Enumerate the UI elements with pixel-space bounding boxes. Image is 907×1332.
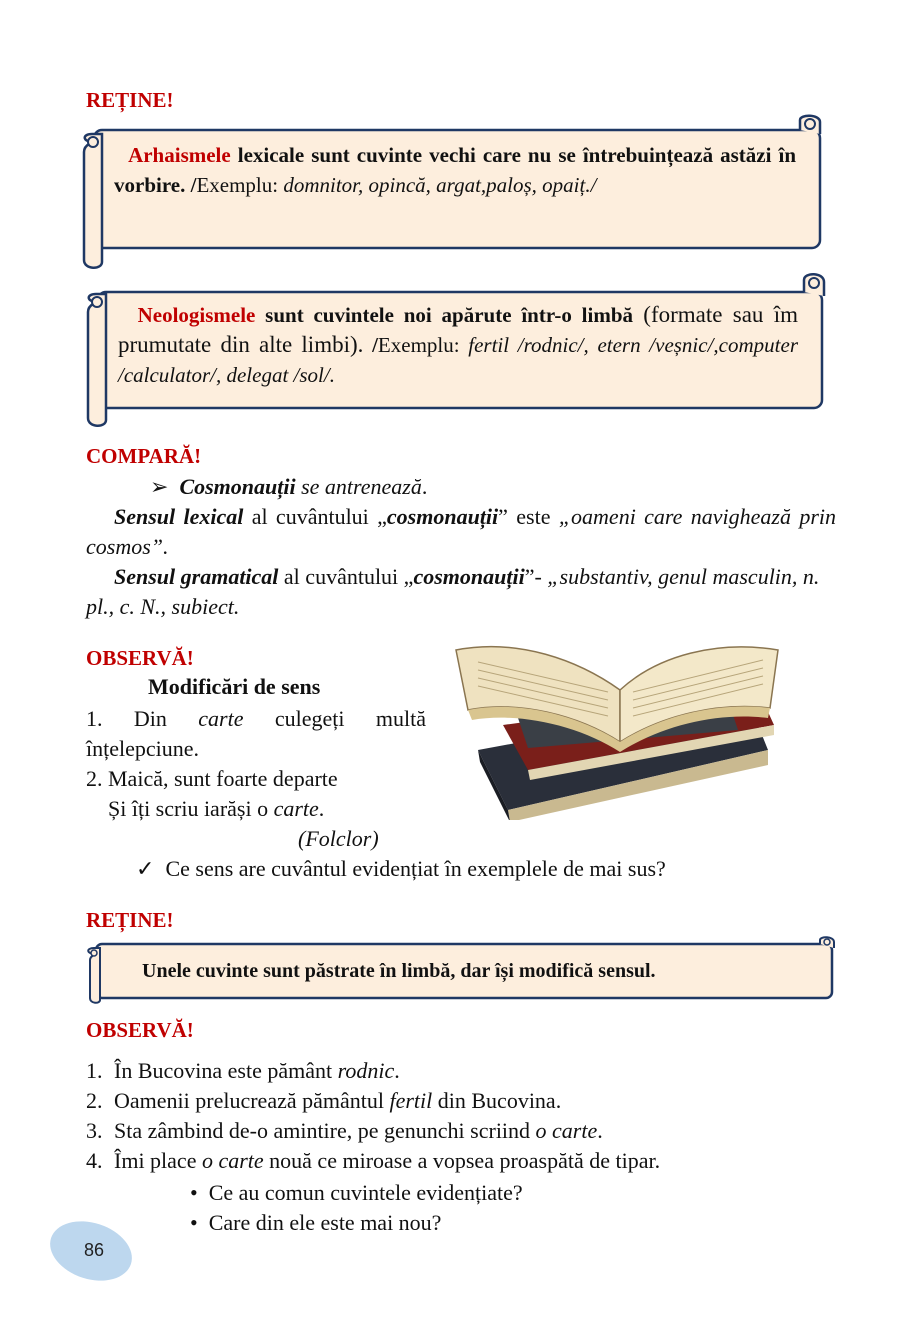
page-number: 86 [84, 1240, 105, 1260]
item-end: nouă ce miroase a vopsea proaspătă de tipar. [263, 1148, 661, 1173]
example-line-1 [86, 704, 426, 764]
example-line-2: 2. Maică, sunt foarte departe [86, 766, 338, 791]
checkmark-icon: ✓ [136, 856, 155, 881]
list-item [86, 1056, 846, 1086]
item-text: Oamenii prelucrează pământul [114, 1088, 390, 1113]
list-item [86, 1086, 846, 1116]
highlight-word: carte [273, 796, 319, 821]
grammatical-connector: al cuvântului „ [278, 564, 414, 589]
lexical-connector-2: ” este [498, 504, 559, 529]
neologisms-note: (formate sau îm prumutate din alte limbi). [118, 302, 798, 357]
grammatical-meaning-paragraph [86, 562, 836, 622]
page-number-badge [46, 1220, 136, 1282]
section-heading-retine-2: REȚINE! [86, 908, 174, 932]
example-list [86, 1056, 846, 1176]
item-text: În Bucovina este pământ [114, 1058, 338, 1083]
section-heading-retine: REȚINE! [86, 88, 174, 112]
lexical-word: cosmonauții [386, 504, 499, 529]
list-number: 3. [86, 1118, 103, 1143]
question-text: Ce au comun cuvintele evidențiate? [208, 1180, 523, 1205]
question-item [190, 1178, 523, 1208]
highlight-word: rodnic [337, 1058, 395, 1083]
definition-scroll-archaisms [80, 112, 824, 272]
compare-word: Cosmonauții [179, 474, 296, 499]
line1-start: 1. Din [86, 706, 199, 731]
item-end: . [597, 1118, 603, 1143]
question-text: Care din ele este mai nou? [208, 1210, 442, 1235]
question-line [136, 854, 666, 884]
example-label: Exemplu: [377, 333, 469, 357]
highlight-word: o carte [535, 1118, 598, 1143]
archaisms-term: Arhaismele [128, 143, 231, 167]
item-end: din Bucovina. [432, 1088, 562, 1113]
neologisms-term: Neologismele [137, 303, 256, 327]
item-text: Îmi place [114, 1148, 202, 1173]
archaisms-definition [114, 140, 796, 200]
lexical-connector: al cuvântului „ [243, 504, 387, 529]
highlight-word: fertil [389, 1088, 433, 1113]
highlight-word: carte [198, 706, 244, 731]
section-heading-observa: OBSERVĂ! [86, 646, 194, 670]
bullet-dot-icon: • [190, 1180, 209, 1205]
example-line-3 [108, 794, 324, 824]
lexical-meaning-paragraph [86, 502, 836, 562]
list-number: 4. [86, 1148, 103, 1173]
lexical-label: Sensul lexical [114, 504, 244, 529]
question-item [190, 1208, 523, 1238]
list-number: 1. [86, 1058, 103, 1083]
rule-scroll [84, 936, 838, 1006]
example-label: Exemplu: [196, 173, 284, 197]
grammatical-connector-2: ”- [524, 564, 548, 589]
question-list [190, 1178, 523, 1238]
item-text: Sta zâmbind de-o amintire, pe genunchi scriind [114, 1118, 536, 1143]
bullet-dot-icon: • [190, 1210, 209, 1235]
grammatical-definition: „substantiv, genul masculin, n. pl., c. N., subiect. [86, 564, 820, 619]
grammatical-word: cosmonauții [413, 564, 525, 589]
lexical-definition: „oameni care navighează prin cosmos”. [86, 504, 836, 559]
line3-end: . [318, 796, 325, 821]
compare-rest: se antrenează [295, 474, 422, 499]
list-number: 2. [86, 1088, 103, 1113]
section-heading-observa-2: OBSERVĂ! [86, 1018, 194, 1042]
arrow-bullet-icon: ➢ [150, 474, 169, 499]
subtitle-meaning-changes: Modificări de sens [148, 674, 321, 699]
section-heading-compara: COMPARĂ! [86, 444, 202, 468]
source-folklore: (Folclor) [298, 826, 379, 851]
compare-example [150, 472, 427, 502]
archaisms-examples: domnitor, opincă, argat,paloș, opaiț. [283, 173, 591, 197]
question-text: Ce sens are cuvântul evidențiat în exemplele de mai sus? [165, 856, 666, 881]
rule-text: Unele cuvinte sunt păstrate în limbă, dar își modifică sensul. [142, 960, 656, 982]
neologisms-definition-text: sunt cuvintele noi apărute într-o limbă [255, 303, 634, 327]
definition-scroll-neologisms [80, 270, 828, 430]
example-slash: / [363, 333, 378, 357]
highlight-word: o carte [201, 1148, 264, 1173]
neologisms-examples: fertil /rodnic/, etern /veșnic/,computer /calculator/, delegat /sol/. [118, 333, 798, 387]
line1-end: culegeți multă înțelepciune. [86, 706, 426, 761]
list-item [86, 1116, 846, 1146]
compare-period: . [421, 474, 428, 499]
grammatical-label: Sensul gramatical [114, 564, 279, 589]
list-item [86, 1146, 846, 1176]
example-close: / [590, 173, 597, 197]
archaisms-definition-text: lexicale sunt cuvinte vechi care nu se întrebuințează astăzi în vorbire. / [114, 143, 796, 197]
line3-start: Și îți scriu iarăși o [108, 796, 274, 821]
neologisms-definition [118, 300, 798, 390]
item-end: . [394, 1058, 400, 1083]
books-image [448, 630, 788, 820]
